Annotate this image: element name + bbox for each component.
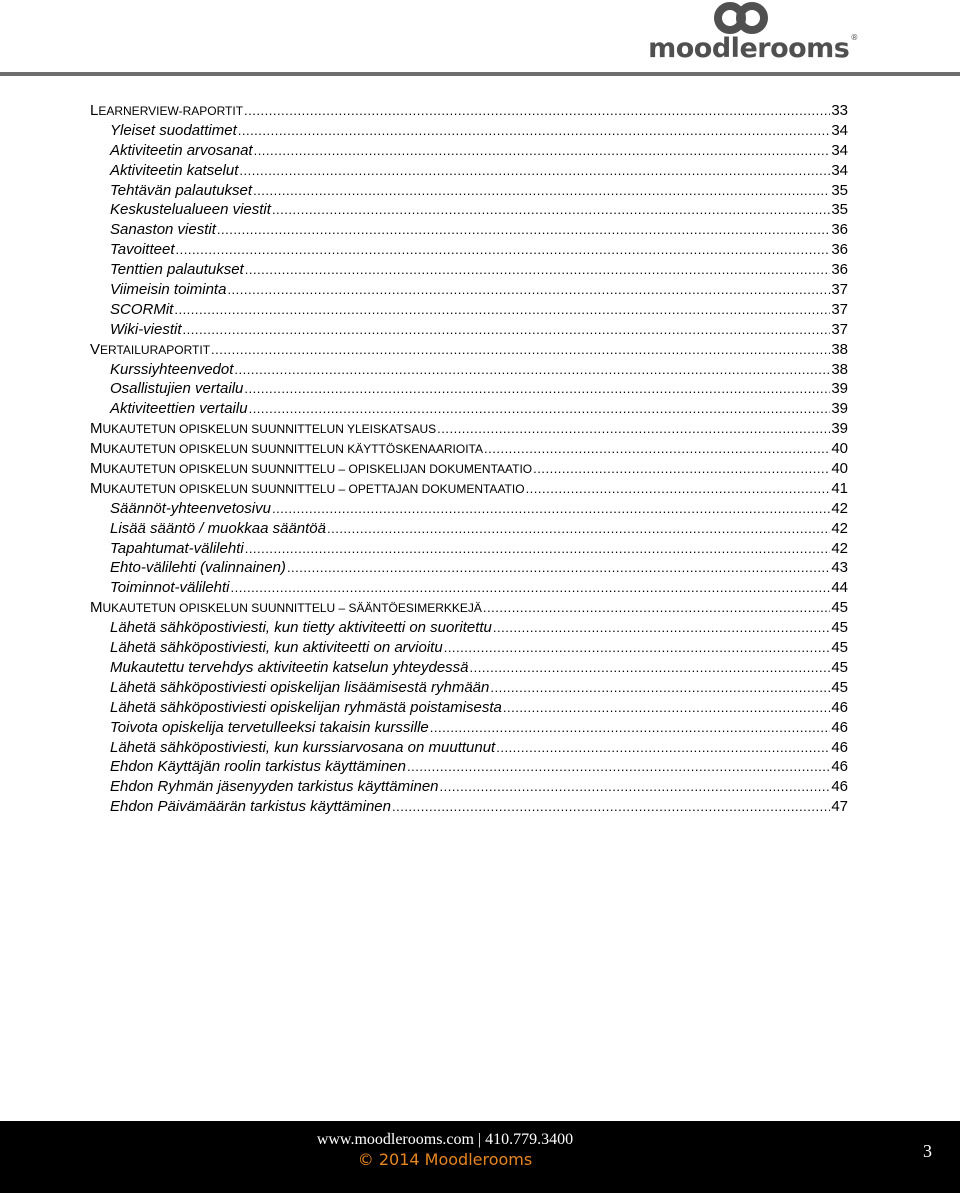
toc-entry-page: 37: [831, 281, 848, 299]
toc-dot-leader: [244, 379, 830, 399]
toc-entry[interactable]: [90, 658, 848, 678]
toc-dot-leader: [183, 320, 831, 340]
toc-entry[interactable]: [90, 200, 848, 220]
toc-entry[interactable]: [90, 360, 848, 380]
toc-entry[interactable]: [90, 161, 848, 181]
toc-entry[interactable]: [90, 678, 848, 698]
toc-entry-page: 36: [831, 241, 848, 259]
toc-entry-title: Sanaston viestit: [110, 221, 216, 239]
toc-entry[interactable]: [90, 479, 848, 499]
toc-entry-title: Ehdon Ryhmän jäsenyyden tarkistus käyttäminen: [110, 778, 439, 796]
toc-entry-title: MUKAUTETUN OPISKELUN SUUNNITTELU – SÄÄNTÖESIMERKKEJÄ: [90, 599, 482, 617]
toc-entry-title: Aktiviteetin katselut: [110, 161, 239, 179]
toc-entry-title: LEARNERVIEW-RAPORTIT: [90, 102, 244, 119]
toc-dot-leader: [254, 141, 831, 161]
toc-entry-title: Aktiviteetin arvosanat: [110, 141, 253, 159]
table-of-contents: [90, 101, 848, 817]
toc-entry-title: Lisää sääntö / muokkaa sääntöä: [110, 519, 326, 537]
toc-entry[interactable]: [90, 797, 848, 817]
toc-entry[interactable]: [90, 499, 848, 519]
toc-entry-title: SCORMit: [110, 300, 174, 318]
header-rule: [0, 72, 960, 76]
toc-entry-page: 40: [831, 440, 848, 458]
toc-dot-leader: [503, 698, 830, 718]
toc-dot-leader: [244, 101, 830, 121]
toc-entry-page: 39: [831, 400, 848, 418]
toc-entry[interactable]: [90, 280, 848, 300]
toc-entry-page: 33: [831, 102, 848, 119]
toc-dot-leader: [437, 419, 830, 439]
toc-entry-page: 38: [831, 360, 848, 378]
toc-entry-page: 43: [831, 559, 848, 577]
toc-entry-title: MUKAUTETUN OPISKELUN SUUNNITTELU – OPETTAJAN DOKUMENTAATIO: [90, 479, 525, 497]
toc-dot-leader: [444, 638, 831, 658]
toc-dot-leader: [496, 738, 830, 758]
toc-entry-title: Säännöt-yhteenvetosivu: [110, 499, 271, 517]
toc-dot-leader: [245, 260, 831, 280]
toc-entry-title: Wiki-viestit: [110, 320, 182, 338]
toc-dot-leader: [430, 718, 831, 738]
toc-entry[interactable]: [90, 439, 848, 459]
toc-dot-leader: [234, 360, 830, 380]
toc-dot-leader: [239, 161, 830, 181]
toc-entry-title: Lähetä sähköpostiviesti opiskelijan lisäämisestä ryhmään: [110, 678, 490, 696]
toc-entry-page: 45: [831, 639, 848, 657]
toc-dot-leader: [484, 439, 830, 459]
toc-entry[interactable]: [90, 379, 848, 399]
toc-entry[interactable]: [90, 698, 848, 718]
toc-entry-title: Tenttien palautukset: [110, 261, 244, 279]
toc-dot-leader: [493, 618, 830, 638]
toc-entry-title: Yleiset suodattimet: [110, 121, 237, 139]
toc-entry-title: Lähetä sähköpostiviesti, kun kurssiarvosana on muuttunut: [110, 738, 496, 756]
toc-entry[interactable]: [90, 121, 848, 141]
toc-entry-page: 36: [831, 221, 848, 239]
toc-entry[interactable]: [90, 101, 848, 121]
toc-entry-page: 34: [831, 161, 848, 179]
toc-dot-leader: [483, 598, 830, 618]
toc-entry-page: 42: [831, 519, 848, 537]
toc-entry[interactable]: [90, 459, 848, 479]
toc-entry[interactable]: [90, 399, 848, 419]
toc-entry-title: Tapahtumat-välilehti: [110, 539, 244, 557]
toc-entry-page: 39: [831, 380, 848, 398]
toc-entry[interactable]: [90, 757, 848, 777]
toc-dot-leader: [231, 578, 831, 598]
toc-entry-title: Lähetä sähköpostiviesti, kun aktiviteetti on arvioitu: [110, 639, 443, 657]
toc-dot-leader: [245, 539, 831, 559]
toc-dot-leader: [174, 300, 830, 320]
toc-entry-title: Osallistujien vertailu: [110, 380, 244, 398]
toc-entry[interactable]: [90, 539, 848, 559]
toc-entry[interactable]: [90, 220, 848, 240]
toc-entry[interactable]: [90, 618, 848, 638]
toc-entry[interactable]: [90, 181, 848, 201]
toc-dot-leader: [440, 777, 831, 797]
toc-entry-title: Aktiviteettien vertailu: [110, 400, 248, 418]
toc-dot-leader: [253, 181, 830, 201]
toc-entry[interactable]: [90, 240, 848, 260]
toc-entry-title: Lähetä sähköpostiviesti, kun tietty aktiviteetti on suoritettu: [110, 619, 492, 637]
toc-entry-title: VERTAILURAPORTIT: [90, 340, 211, 358]
toc-entry-page: 39: [831, 420, 848, 438]
toc-dot-leader: [327, 519, 830, 539]
toc-entry-title: Tavoitteet: [110, 241, 175, 259]
toc-dot-leader: [211, 340, 830, 360]
toc-entry[interactable]: [90, 598, 848, 618]
toc-entry-page: 46: [831, 758, 848, 776]
toc-dot-leader: [217, 220, 830, 240]
toc-entry-title: Toiminnot-välilehti: [110, 579, 230, 597]
toc-entry-title: Viimeisin toiminta: [110, 281, 227, 299]
moodlerooms-logo-icon: [710, 0, 772, 36]
toc-entry-title: Ehdon Käyttäjän roolin tarkistus käyttäminen: [110, 758, 406, 776]
toc-dot-leader: [287, 558, 830, 578]
toc-entry[interactable]: [90, 260, 848, 280]
toc-entry-title: Ehdon Päivämäärän tarkistus käyttäminen: [110, 798, 391, 816]
footer-copyright: © 2014 Moodlerooms: [357, 1150, 533, 1169]
toc-entry-page: 35: [831, 181, 848, 199]
toc-entry[interactable]: [90, 578, 848, 598]
toc-dot-leader: [470, 658, 831, 678]
toc-entry-page: 45: [831, 658, 848, 676]
toc-entry-page: 45: [831, 619, 848, 637]
toc-entry[interactable]: [90, 300, 848, 320]
toc-entry[interactable]: [90, 419, 848, 439]
toc-entry-title: Ehto-välilehti (valinnainen): [110, 559, 286, 577]
toc-entry-page: 42: [831, 499, 848, 517]
toc-entry-title: MUKAUTETUN OPISKELUN SUUNNITTELUN YLEISKATSAUS: [90, 420, 437, 438]
toc-entry-page: 44: [831, 579, 848, 597]
toc-dot-leader: [490, 678, 830, 698]
toc-entry[interactable]: [90, 638, 848, 658]
toc-entry[interactable]: [90, 718, 848, 738]
toc-dot-leader: [272, 200, 830, 220]
toc-entry-title: MUKAUTETUN OPISKELUN SUUNNITTELUN KÄYTTÖSKENAARIOITA: [90, 440, 484, 458]
toc-dot-leader: [272, 499, 830, 519]
toc-dot-leader: [249, 399, 831, 419]
toc-entry-title: Toivota opiskelija tervetulleeksi takaisin kurssille: [110, 718, 429, 736]
page-number: 3: [923, 1141, 932, 1161]
toc-entry-page: 46: [831, 698, 848, 716]
toc-dot-leader: [407, 757, 830, 777]
toc-entry-page: 46: [831, 718, 848, 736]
toc-dot-leader: [176, 240, 831, 260]
toc-entry-page: 46: [831, 738, 848, 756]
toc-entry[interactable]: [90, 141, 848, 161]
toc-dot-leader: [533, 459, 830, 479]
toc-entry-title: Mukautettu tervehdys aktiviteetin katselun yhteydessä: [110, 658, 469, 676]
toc-entry-page: 41: [831, 479, 848, 497]
toc-entry-title: MUKAUTETUN OPISKELUN SUUNNITTELU – OPISKELIJAN DOKUMENTAATIO: [90, 460, 533, 478]
toc-entry[interactable]: [90, 558, 848, 578]
toc-dot-leader: [526, 479, 831, 499]
page-footer: [0, 1121, 960, 1193]
toc-entry-page: 38: [831, 340, 848, 358]
toc-entry-page: 34: [831, 141, 848, 159]
toc-entry-page: 42: [831, 539, 848, 557]
toc-entry[interactable]: [90, 777, 848, 797]
toc-entry-page: 47: [831, 798, 848, 816]
moodlerooms-logo: [648, 0, 858, 70]
toc-entry-page: 37: [831, 320, 848, 338]
toc-entry-title: Lähetä sähköpostiviesti opiskelijan ryhmästä poistamisesta: [110, 698, 502, 716]
toc-dot-leader: [238, 121, 831, 141]
toc-entry[interactable]: [90, 738, 848, 758]
toc-entry-page: 37: [831, 300, 848, 318]
toc-entry-page: 46: [831, 778, 848, 796]
toc-entry[interactable]: [90, 320, 848, 340]
toc-dot-leader: [392, 797, 830, 817]
footer-contact: www.moodlerooms.com | 410.779.3400: [316, 1131, 574, 1148]
toc-entry-page: 36: [831, 261, 848, 279]
toc-entry-title: Keskustelualueen viestit: [110, 201, 271, 219]
toc-entry-page: 40: [831, 460, 848, 478]
toc-entry-page: 45: [831, 599, 848, 617]
toc-entry-page: 34: [831, 121, 848, 139]
toc-entry[interactable]: [90, 340, 848, 360]
toc-entry-title: Tehtävän palautukset: [110, 181, 253, 199]
toc-dot-leader: [227, 280, 830, 300]
toc-entry[interactable]: [90, 519, 848, 539]
logo-wordmark: moodlerooms®: [648, 33, 858, 64]
toc-entry-page: 45: [831, 678, 848, 696]
toc-entry-title: Kurssiyhteenvedot: [110, 360, 234, 378]
toc-entry-page: 35: [831, 201, 848, 219]
